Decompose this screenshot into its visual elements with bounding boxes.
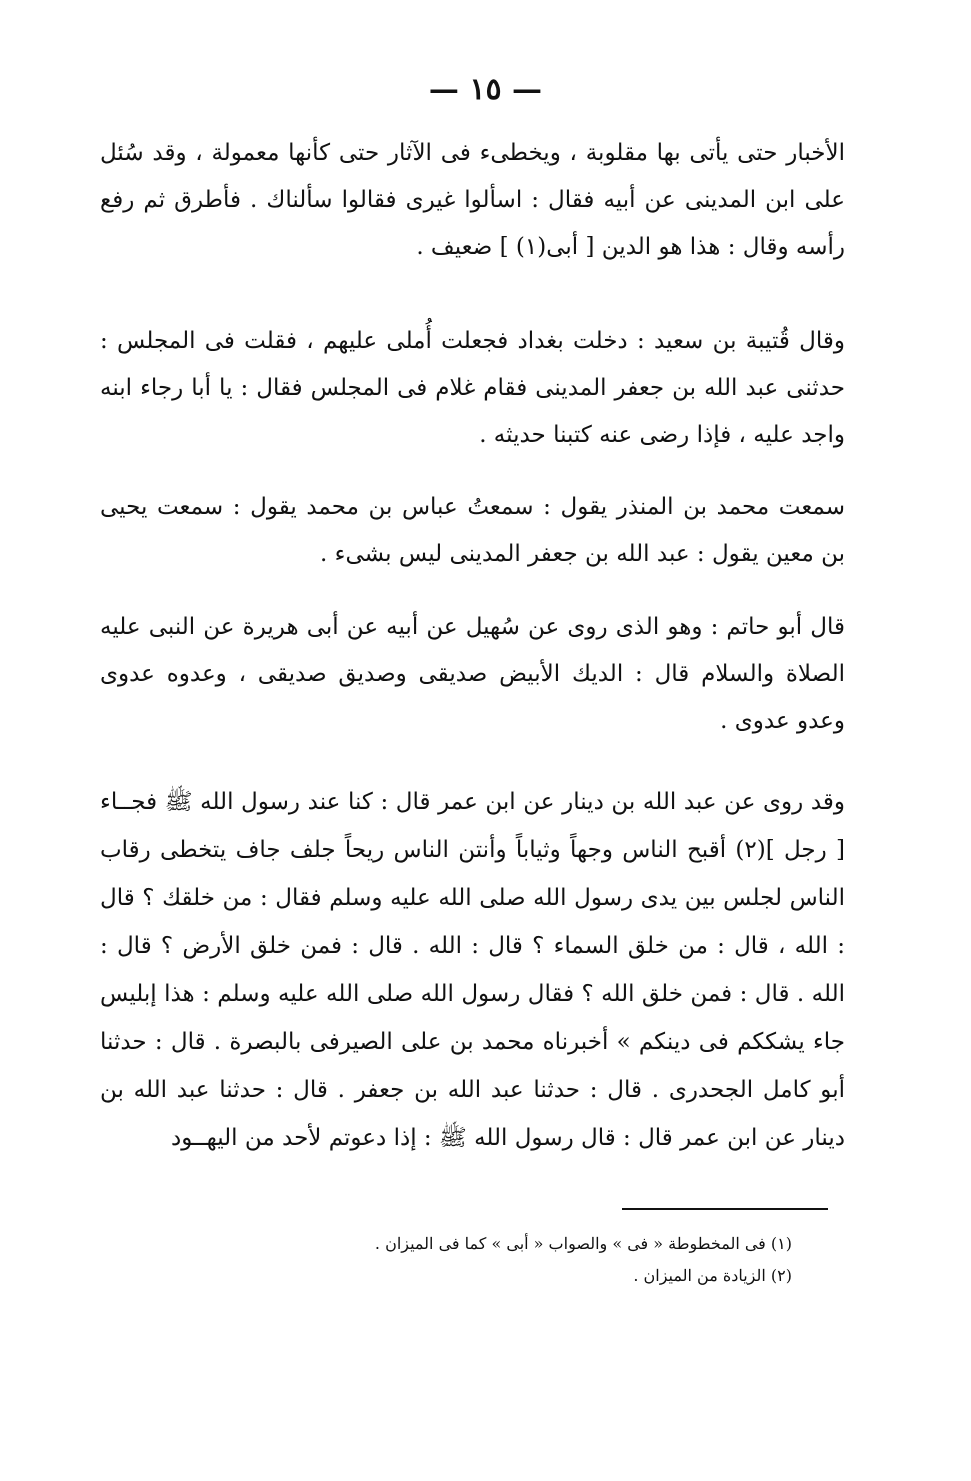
footnote-2: (٢) الزيادة من الميزان . bbox=[633, 1266, 792, 1285]
paragraph-text: وقد روى عن عبد الله بن دينار عن ابن عمر قال : كنا عند رسول الله ﷺ فجــاء [ رجل ](٢) أقبح الناس وجهاً وثياباً وأنتن الناس ريحاً جلف جاف يتخطى رقاب الناس لجلس بين يدى رسول الله صلى الله عليه وسلم فقال : من خلقك ؟ قال : الله ، قال : من خلق السماء ؟ قال : الله . قال : فمن خلق الأرض ؟ قال : الله . قال : فمن خلق الله ؟ فقال رسول الله صلى الله عليه وسلم : هذا إبليس جاء يشككم فى دينكم » أخبرناه محمد بن على الصيرفى بالبصرة . قال : حدثنا أبو كامل الجحدرى . قال : حدثنا عبد الله بن جعفر . قال : حدثنا عبد الله بن دينار عن ابن عمر قال : قال رسول الله ﷺ : إذا دعوتم لأحد من اليهــود bbox=[100, 789, 845, 1151]
paragraph-text: وقال قُتيبة بن سعيد : دخلت بغداد فجعلت أُملى عليهم ، فقلت فى المجلس : حدثنى عبد الله بن جعفر المدينى فقام غلام فى المجلس فقال : يا أبا رجاء ابنه واجد عليه ، فإذا رضى عنه كتبنا حديثه . bbox=[100, 328, 845, 448]
paragraph-5 bbox=[100, 778, 845, 1162]
paragraph-text: قال أبو حاتم : وهو الذى روى عن سُهيل عن أبيه عن أبى هريرة عن النبى عليه الصلاة والسلام قال : الديك الأبيض صديقى وصديق صديقى ، وعدوه عدوى وعدو عدوى . bbox=[100, 614, 845, 734]
paragraph-text: الأخبار حتى يأتى بها مقلوبة ، ويخطىء فى الآثار حتى كأنها معمولة ، وقد سُئل على ابن المدينى عن أبيه فقال : اسألوا غيرى فقالوا سألناك . فأطرق ثم رفع رأسه وقال : هذا هو الدين [ أبى(١) ] ضعيف . bbox=[100, 140, 845, 260]
paragraph-3 bbox=[100, 484, 845, 578]
paragraph-4 bbox=[100, 604, 845, 745]
page-number: — ١٥ — bbox=[428, 72, 543, 107]
paragraph-2 bbox=[100, 318, 845, 459]
footnotes bbox=[300, 1228, 792, 1292]
paragraph-text: سمعت محمد بن المنذر يقول : سمعتُ عباس بن محمد يقول : سمعت يحيى بن معين يقول : عبد الله بن جعفر المدينى ليس بشىء . bbox=[100, 494, 845, 567]
paragraph-1 bbox=[100, 130, 845, 271]
footnote-1: (١) فى المخطوطة « فى » والصواب « أبى » كما فى الميزان . bbox=[374, 1234, 792, 1253]
footnote-divider bbox=[622, 1208, 828, 1210]
